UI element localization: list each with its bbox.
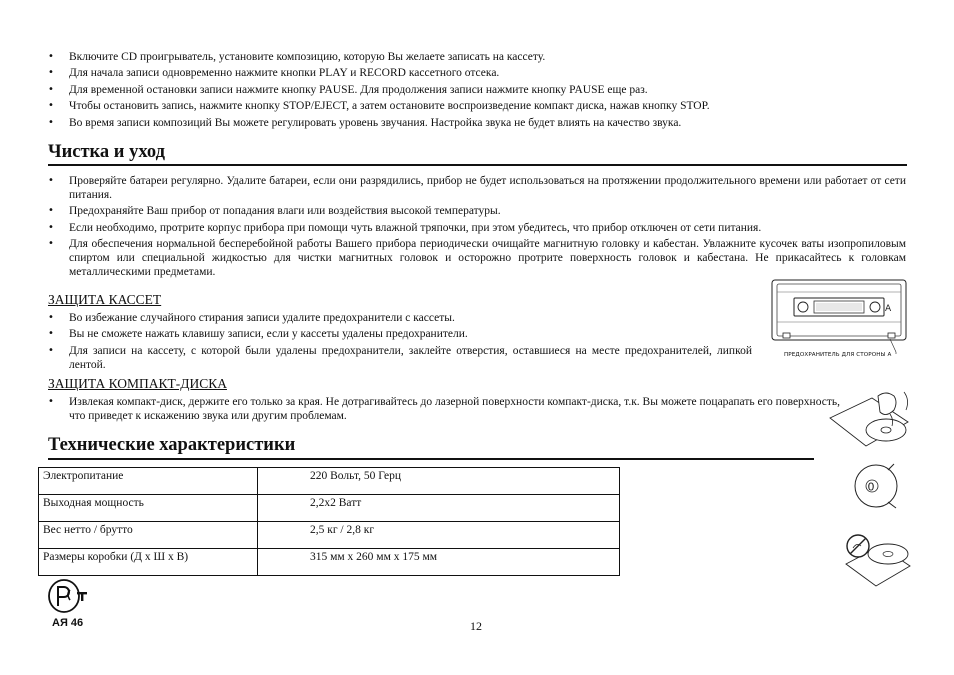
- list-item: • Во время записи композиций Вы можете регулировать уровень звучания. Настройка звука не будет влиять на качество звука.: [48, 116, 908, 130]
- model-code: АЯ 46: [52, 617, 84, 629]
- rst-certification-logo: [46, 578, 90, 614]
- cd-handling-icon: [826, 388, 912, 452]
- spec-value: 2,2x2 Ватт: [258, 495, 620, 522]
- spec-value: 315 мм х 260 мм х 175 мм: [258, 549, 620, 576]
- cd-protection-heading: ЗАЩИТА КОМПАКТ-ДИСКА: [48, 376, 227, 391]
- care-heading-rule: [48, 164, 907, 166]
- list-item: • Для обеспечения нормальной бесперебойной работы Вашего прибора периодически очищайте магнитную головку и кабестан. Увлажните кусочек ваты изопропиловым спиртом или специальной жидкостью для чистки магнитных головок и осторожно протрите поверхность головок и кабестана. Не прикасайтесь к головкам металлическими предметами.: [48, 237, 906, 279]
- cassette-illustration: [770, 278, 910, 366]
- side-letter: A: [885, 304, 892, 314]
- spec-value: 220 Вольт, 50 Герц: [258, 468, 620, 495]
- spec-label: Размеры коробки (Д х Ш х В): [39, 549, 258, 576]
- care-heading: Чистка и уход: [48, 142, 165, 162]
- no-touch-icon: [840, 524, 914, 590]
- cassette-figure-caption: ПРЕДОХРАНИТЕЛЬ ДЛЯ СТОРОНЫ А: [784, 352, 892, 358]
- cd-protection-list: [48, 395, 840, 425]
- spec-label: Вес нетто / брутто: [39, 522, 258, 549]
- page-number: 12: [470, 619, 482, 633]
- cd-hold-illustration: [826, 388, 912, 452]
- cassette-protection-heading: ЗАЩИТА КАССЕТ: [48, 292, 162, 307]
- svg-text:0: 0: [867, 480, 875, 494]
- specs-heading: Технические характеристики: [48, 435, 296, 455]
- specs-table: [38, 467, 620, 576]
- list-item: • Вы не сможете нажать клавишу записи, если у кассеты удалены предохранители.: [48, 327, 752, 341]
- cassette-protection-list: [48, 311, 752, 374]
- spec-value: 2,5 кг / 2,8 кг: [258, 522, 620, 549]
- certification-mark-icon: [46, 578, 90, 614]
- table-row: [39, 549, 620, 576]
- list-item: • Проверяйте батареи регулярно. Удалите батареи, если они разрядились, прибор не будет использоваться на протяжении продолжительного времени или работает от сети питания.: [48, 174, 906, 202]
- list-item: • Предохраняйте Ваш прибор от попадания влаги или воздействия высокой температуры.: [48, 204, 906, 218]
- list-item: • Во избежание случайного стирания записи удалите предохранители с кассеты.: [48, 311, 752, 325]
- table-row: [39, 468, 620, 495]
- list-item: • Включите CD проигрыватель, установите композицию, которую Вы желаете записать на кассету.: [48, 50, 908, 64]
- list-item: • Чтобы остановить запись, нажмите кнопку STOP/EJECT, а затем остановите воспроизведение компакт диска, нажав кнопку STOP.: [48, 99, 908, 113]
- list-item: • Если необходимо, протрите корпус прибора при помощи чуть влажной тряпочки, при этом убедитесь, что прибор отключен от сети питания.: [48, 221, 906, 235]
- intro-bullet-list: [48, 50, 908, 132]
- table-row: [39, 522, 620, 549]
- care-bullet-list: [48, 174, 906, 282]
- list-item: • Для записи на кассету, с которой были удалены предохранители, заклейте отверстия, оставшиеся на месте предохранителей, липкой лентой.: [48, 344, 752, 372]
- cd-edge-icon: [850, 460, 914, 512]
- cd-edge-illustration: [850, 460, 914, 512]
- list-item: • Для временной остановки записи нажмите кнопку PAUSE. Для продолжения записи нажмите кнопку PAUSE еще раз.: [48, 83, 908, 97]
- list-item: • Извлекая компакт-диск, держите его только за края. Не дотрагивайтесь до лазерной поверхности компакт-диска, т.к. Вы можете поцарапать его поверхность, что приведет к искажению звука или другим проблемам.: [48, 395, 840, 423]
- spec-label: Электропитание: [39, 468, 258, 495]
- list-item: • Для начала записи одновременно нажмите кнопки PLAY и RECORD кассетного отсека.: [48, 66, 908, 80]
- spec-label: Выходная мощность: [39, 495, 258, 522]
- cd-do-not-touch-illustration: [840, 524, 914, 590]
- specs-heading-rule: [48, 458, 814, 460]
- table-row: [39, 495, 620, 522]
